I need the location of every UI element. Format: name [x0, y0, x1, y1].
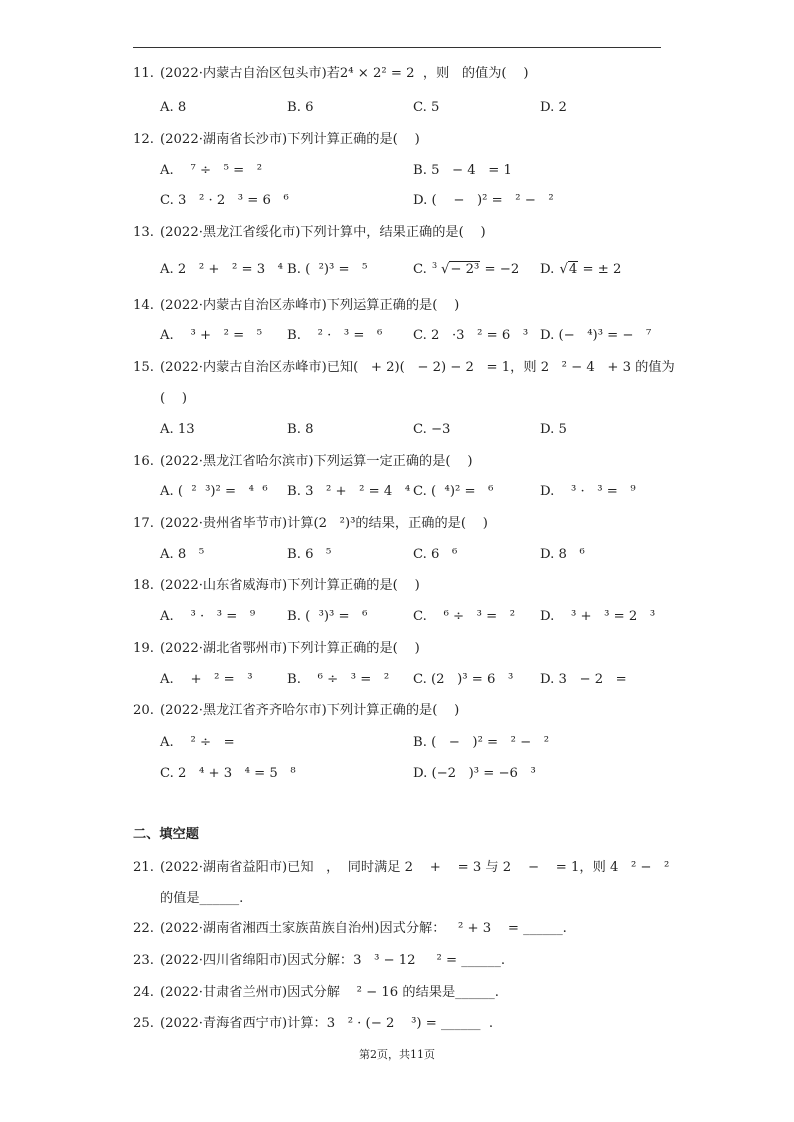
option-c: C. (2 )³ = 6 ³	[413, 672, 514, 687]
option-c: C. 5	[413, 100, 440, 115]
question-stem-continued: ( )	[160, 391, 188, 406]
option-a: A. 2 ² + ² = 3 ⁴	[160, 262, 283, 277]
option-a: A. 8 ⁵	[160, 547, 205, 562]
option-b: B. ( ²)³ = ⁵	[287, 262, 368, 277]
option-a: A. ⁷ ÷ ⁵ = ²	[160, 163, 262, 178]
option-a: A. ³ + ² = ⁵	[160, 328, 262, 343]
question-number: 14.	[133, 298, 154, 313]
option-d: D. 5	[540, 422, 567, 437]
option-c	[413, 262, 519, 278]
option-tail: = −2	[480, 262, 520, 277]
option-b: B. 6 ⁵	[287, 547, 332, 562]
option-label: D.	[540, 262, 559, 277]
question-number: 12.	[133, 132, 154, 147]
question-stem: (2022·山东省威海市)下列计算正确的是( )	[160, 578, 420, 593]
radicand: − 2³	[450, 262, 480, 277]
option-c: C. ( ⁴)² = ⁶	[413, 484, 494, 499]
option-d: D. ³ + ³ = 2 ³	[540, 609, 656, 624]
question-stem: (2022·内蒙古自治区包头市)若2⁴ × 2² = 2 ，则 的值为( )	[160, 66, 529, 81]
option-b: B. ( ³)³ = ⁶	[287, 609, 368, 624]
question-number: 11.	[133, 66, 154, 81]
option-a: A. + ² = ³	[160, 672, 253, 687]
question-stem: (2022·内蒙古自治区赤峰市)下列运算正确的是( )	[160, 298, 460, 313]
option-tail: = ± 2	[578, 262, 622, 277]
option-d: D. ( − )² = ² − ²	[413, 193, 554, 208]
option-c: C. 3 ² · 2 ³ = 6 ⁶	[160, 193, 289, 208]
option-c: C. −3	[413, 422, 451, 437]
question-number: 24.	[133, 985, 154, 1000]
option-d: D. 8 ⁶	[540, 547, 585, 562]
option-b: B. ⁶ ÷ ³ = ²	[287, 672, 390, 687]
question-stem: (2022·甘肃省兰州市)因式分解 ² − 16 的结果是______.	[160, 985, 499, 1000]
header-rule	[133, 47, 661, 48]
option-a: A. ² ÷ =	[160, 735, 244, 750]
question-number: 23.	[133, 953, 154, 968]
option-d: D. (− ⁴)³ = − ⁷	[540, 328, 652, 343]
cube-root: 3 √− 2³	[432, 262, 480, 278]
question-stem: (2022·黑龙江省齐齐哈尔市)下列计算正确的是( )	[160, 703, 460, 718]
option-a: A. 8	[160, 100, 187, 115]
question-number: 21.	[133, 860, 154, 875]
option-c: C. 2 ·3 ² = 6 ³	[413, 328, 529, 343]
option-b: B. 5 − 4 = 1	[413, 163, 512, 178]
page-footer: 第2页，共11页	[359, 1048, 435, 1061]
option-b: B. ( − )² = ² − ²	[413, 735, 550, 750]
option-d: D. (−2 )³ = −6 ³	[413, 766, 536, 781]
square-root: √4	[559, 262, 578, 277]
question-stem: (2022·黑龙江省绥化市)下列计算中，结果正确的是( )	[160, 225, 486, 240]
root-index: 3	[432, 261, 438, 270]
option-d: D. 2	[540, 100, 567, 115]
option-a: A. 13	[160, 422, 195, 437]
option-c: C. 6 ⁶	[413, 547, 458, 562]
option-b: B. 3 ² + ² = 4 ⁴	[287, 484, 411, 499]
question-number: 25.	[133, 1016, 154, 1031]
option-c: C. ⁶ ÷ ³ = ²	[413, 609, 516, 624]
question-number: 20.	[133, 703, 154, 718]
radicand: 4	[568, 262, 578, 277]
question-number: 18.	[133, 578, 154, 593]
question-stem: (2022·湖南省湘西土家族苗族自治州)因式分解： ² + 3 = ______.	[160, 921, 567, 936]
option-b: B. 6	[287, 100, 314, 115]
question-number: 16.	[133, 454, 154, 469]
question-stem-continued: 的值是______.	[160, 891, 244, 906]
question-stem: (2022·贵州省毕节市)计算(2 ²)³的结果，正确的是( )	[160, 516, 488, 531]
option-d	[540, 262, 621, 278]
option-b: B. 8	[287, 422, 314, 437]
question-number: 17.	[133, 516, 154, 531]
question-number: 13.	[133, 225, 154, 240]
option-c: C. 2 ⁴ + 3 ⁴ = 5 ⁸	[160, 766, 296, 781]
question-stem: (2022·青海省西宁市)计算：3 ² · (− 2 ³) = ______ .	[160, 1016, 494, 1031]
question-stem: (2022·黑龙江省哈尔滨市)下列运算一定正确的是( )	[160, 454, 473, 469]
question-number: 22.	[133, 921, 154, 936]
section-title: 二、填空题	[133, 827, 199, 842]
question-stem: (2022·湖南省益阳市)已知 ， 同时满足 2 + = 3 与 2 − = 1，则 4 ² − ²	[160, 860, 670, 875]
option-label: C.	[413, 262, 432, 277]
question-stem: (2022·四川省绵阳市)因式分解：3 ³ − 12 ² = ______.	[160, 953, 506, 968]
question-stem: (2022·湖南省长沙市)下列计算正确的是( )	[160, 132, 420, 147]
option-d: D. ³ · ³ = ⁹	[540, 484, 636, 499]
question-number: 15.	[133, 360, 154, 375]
question-stem: (2022·湖北省鄂州市)下列计算正确的是( )	[160, 641, 420, 656]
option-b: B. ² · ³ = ⁶	[287, 328, 383, 343]
option-d: D. 3 − 2 =	[540, 672, 636, 687]
option-a: A. ( ² ³)² = ⁴ ⁶	[160, 484, 268, 499]
question-stem: (2022·内蒙古自治区赤峰市)已知( + 2)( − 2) − 2 = 1，则 2 ² − 4 + 3 的值为	[160, 360, 675, 375]
question-number: 19.	[133, 641, 154, 656]
option-a: A. ³ · ³ = ⁹	[160, 609, 256, 624]
